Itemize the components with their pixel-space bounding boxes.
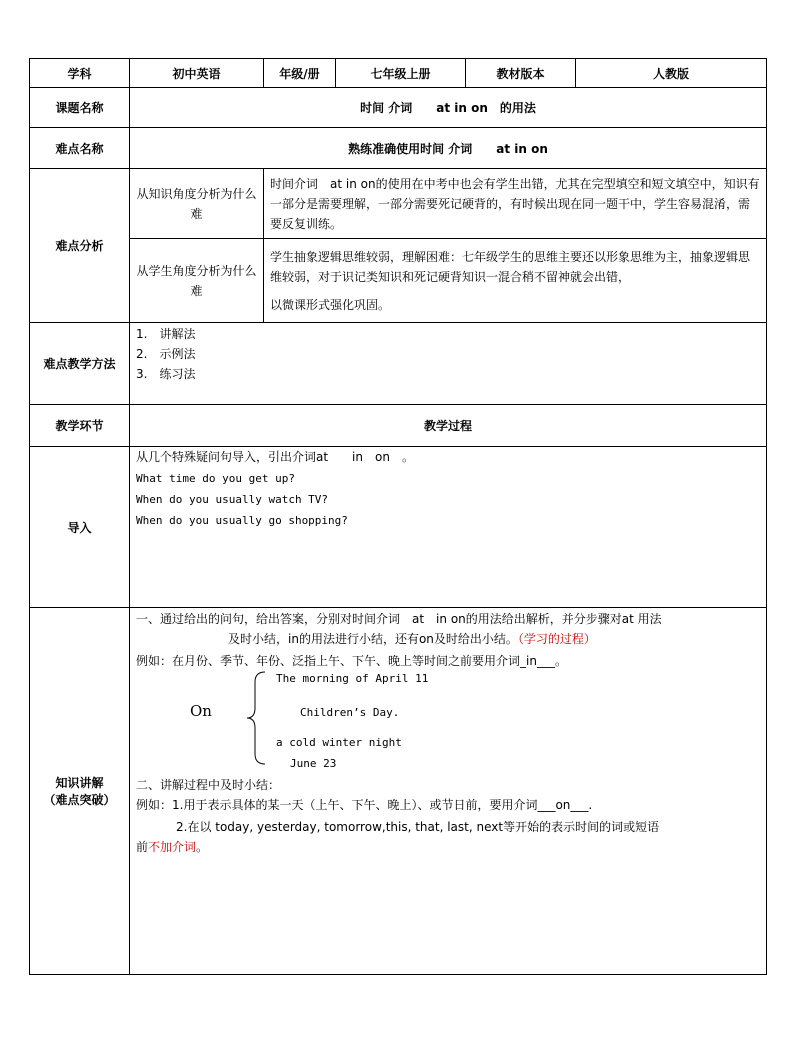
difficulty-value: 熟练准确使用时间 介词 at in on <box>130 128 767 169</box>
methods-row <box>30 323 767 405</box>
grade-label: 年级/册 <box>264 59 336 88</box>
intro-lead: 从几个特殊疑问句导入，引出介词at in on 。 <box>136 450 414 464</box>
methods-label: 难点教学方法 <box>30 323 130 405</box>
knowledge-para-1b: 及时小结，in的用法进行小结，还有on及时给出小结。 <box>228 632 518 646</box>
knowledge-angle-text: 时间介词 at in on的使用在中考中也会有学生出错，尤其在完型填空和短文填空中，知识有一部分是需要理解，一部分需要死记硬背的，有时候出现在同一题干中，学生容易混淆，需要反复训练。 <box>264 169 767 239</box>
knowledge-content <box>130 608 767 975</box>
process-header-row <box>30 405 767 447</box>
analysis-row-knowledge <box>30 169 767 239</box>
methods-list <box>130 323 767 405</box>
intro-content <box>130 447 767 608</box>
example-on-blank: ___on___ <box>537 798 589 812</box>
on-item: The morning of April 11 <box>276 672 429 685</box>
knowledge-para-1: 一、通过给出的问句，给出答案，分别对时间介词 at in on的用法给出解析，并分步骤对at 用法 <box>136 612 662 626</box>
student-angle-text: 学生抽象逻辑思维较弱，理解困难：七年级学生的思维主要还以形象思维为主，抽象逻辑思维较弱，对于识记类知识和死记硬背知识一混合稍不留神就会出错， <box>270 249 751 284</box>
example-no-prep-cont <box>136 838 760 857</box>
intro-question: When do you usually go shopping? <box>136 514 348 527</box>
on-item: Children’s Day. <box>300 706 400 719</box>
topic-value: 时间 介词 at in on 的用法 <box>130 88 767 128</box>
header-row <box>30 59 767 88</box>
intro-question: When do you usually watch TV? <box>136 493 329 506</box>
method-item: 3. 练习法 <box>136 367 196 381</box>
example-no-prep-prefix: 前 <box>136 840 149 854</box>
section-2-heading: 二、讲解过程中及时小结： <box>136 778 281 792</box>
example-on-text: 例如：1.用于表示具体的某一天（上午、下午、晚上）、或节日前，要用介词 <box>136 798 538 812</box>
example-no-prep: 2.在以 today, yesterday, tomorrow,this, that, last, next等开始的表示时间的词或短语 <box>176 820 660 834</box>
lesson-plan-table <box>29 58 767 975</box>
intro-label: 导入 <box>30 447 130 608</box>
edition-value: 人教版 <box>576 59 767 88</box>
subject-label: 学科 <box>30 59 130 88</box>
topic-row <box>30 88 767 128</box>
analysis-label: 难点分析 <box>30 169 130 323</box>
no-preposition-note: 不加介词 <box>148 840 197 854</box>
example-in: 例如：在月份、季节、年份、泛指上午、下午、晚上等时间之前要用介词_in___。 <box>136 654 567 668</box>
topic-label: 课题名称 <box>30 88 130 128</box>
knowledge-angle-label: 从知识角度分析为什么难 <box>130 169 264 239</box>
student-angle-text-2: 以微课形式强化巩固。 <box>270 297 391 312</box>
analysis-row-student <box>30 239 767 323</box>
knowledge-para-1-cont <box>228 630 760 649</box>
student-angle-label: 从学生角度分析为什么难 <box>130 239 264 323</box>
knowledge-row <box>30 608 767 975</box>
brace-icon <box>245 670 269 766</box>
method-item: 2. 示例法 <box>136 347 196 361</box>
on-item: June 23 <box>290 757 337 770</box>
subject-value: 初中英语 <box>130 59 264 88</box>
process-step-label: 教学环节 <box>30 405 130 447</box>
knowledge-label: 知识讲解 <box>55 776 104 790</box>
difficulty-label: 难点名称 <box>30 128 130 169</box>
method-item: 1. 讲解法 <box>136 327 196 341</box>
edition-label: 教材版本 <box>466 59 576 88</box>
on-word: On <box>190 702 212 720</box>
knowledge-sublabel: （难点突破） <box>43 793 116 807</box>
example-on <box>136 796 760 815</box>
intro-row <box>30 447 767 608</box>
student-angle-cell <box>264 239 767 323</box>
grade-value: 七年级上册 <box>336 59 466 88</box>
knowledge-label-cell <box>30 608 130 975</box>
example-no-prep-end: 。 <box>196 840 209 854</box>
intro-question: What time do you get up? <box>136 472 295 485</box>
process-label: 教学过程 <box>130 405 767 447</box>
example-on-end: . <box>588 798 593 812</box>
difficulty-row <box>30 128 767 169</box>
on-item: a cold winter night <box>276 736 402 749</box>
learning-process-note: （学习的过程） <box>517 632 596 646</box>
